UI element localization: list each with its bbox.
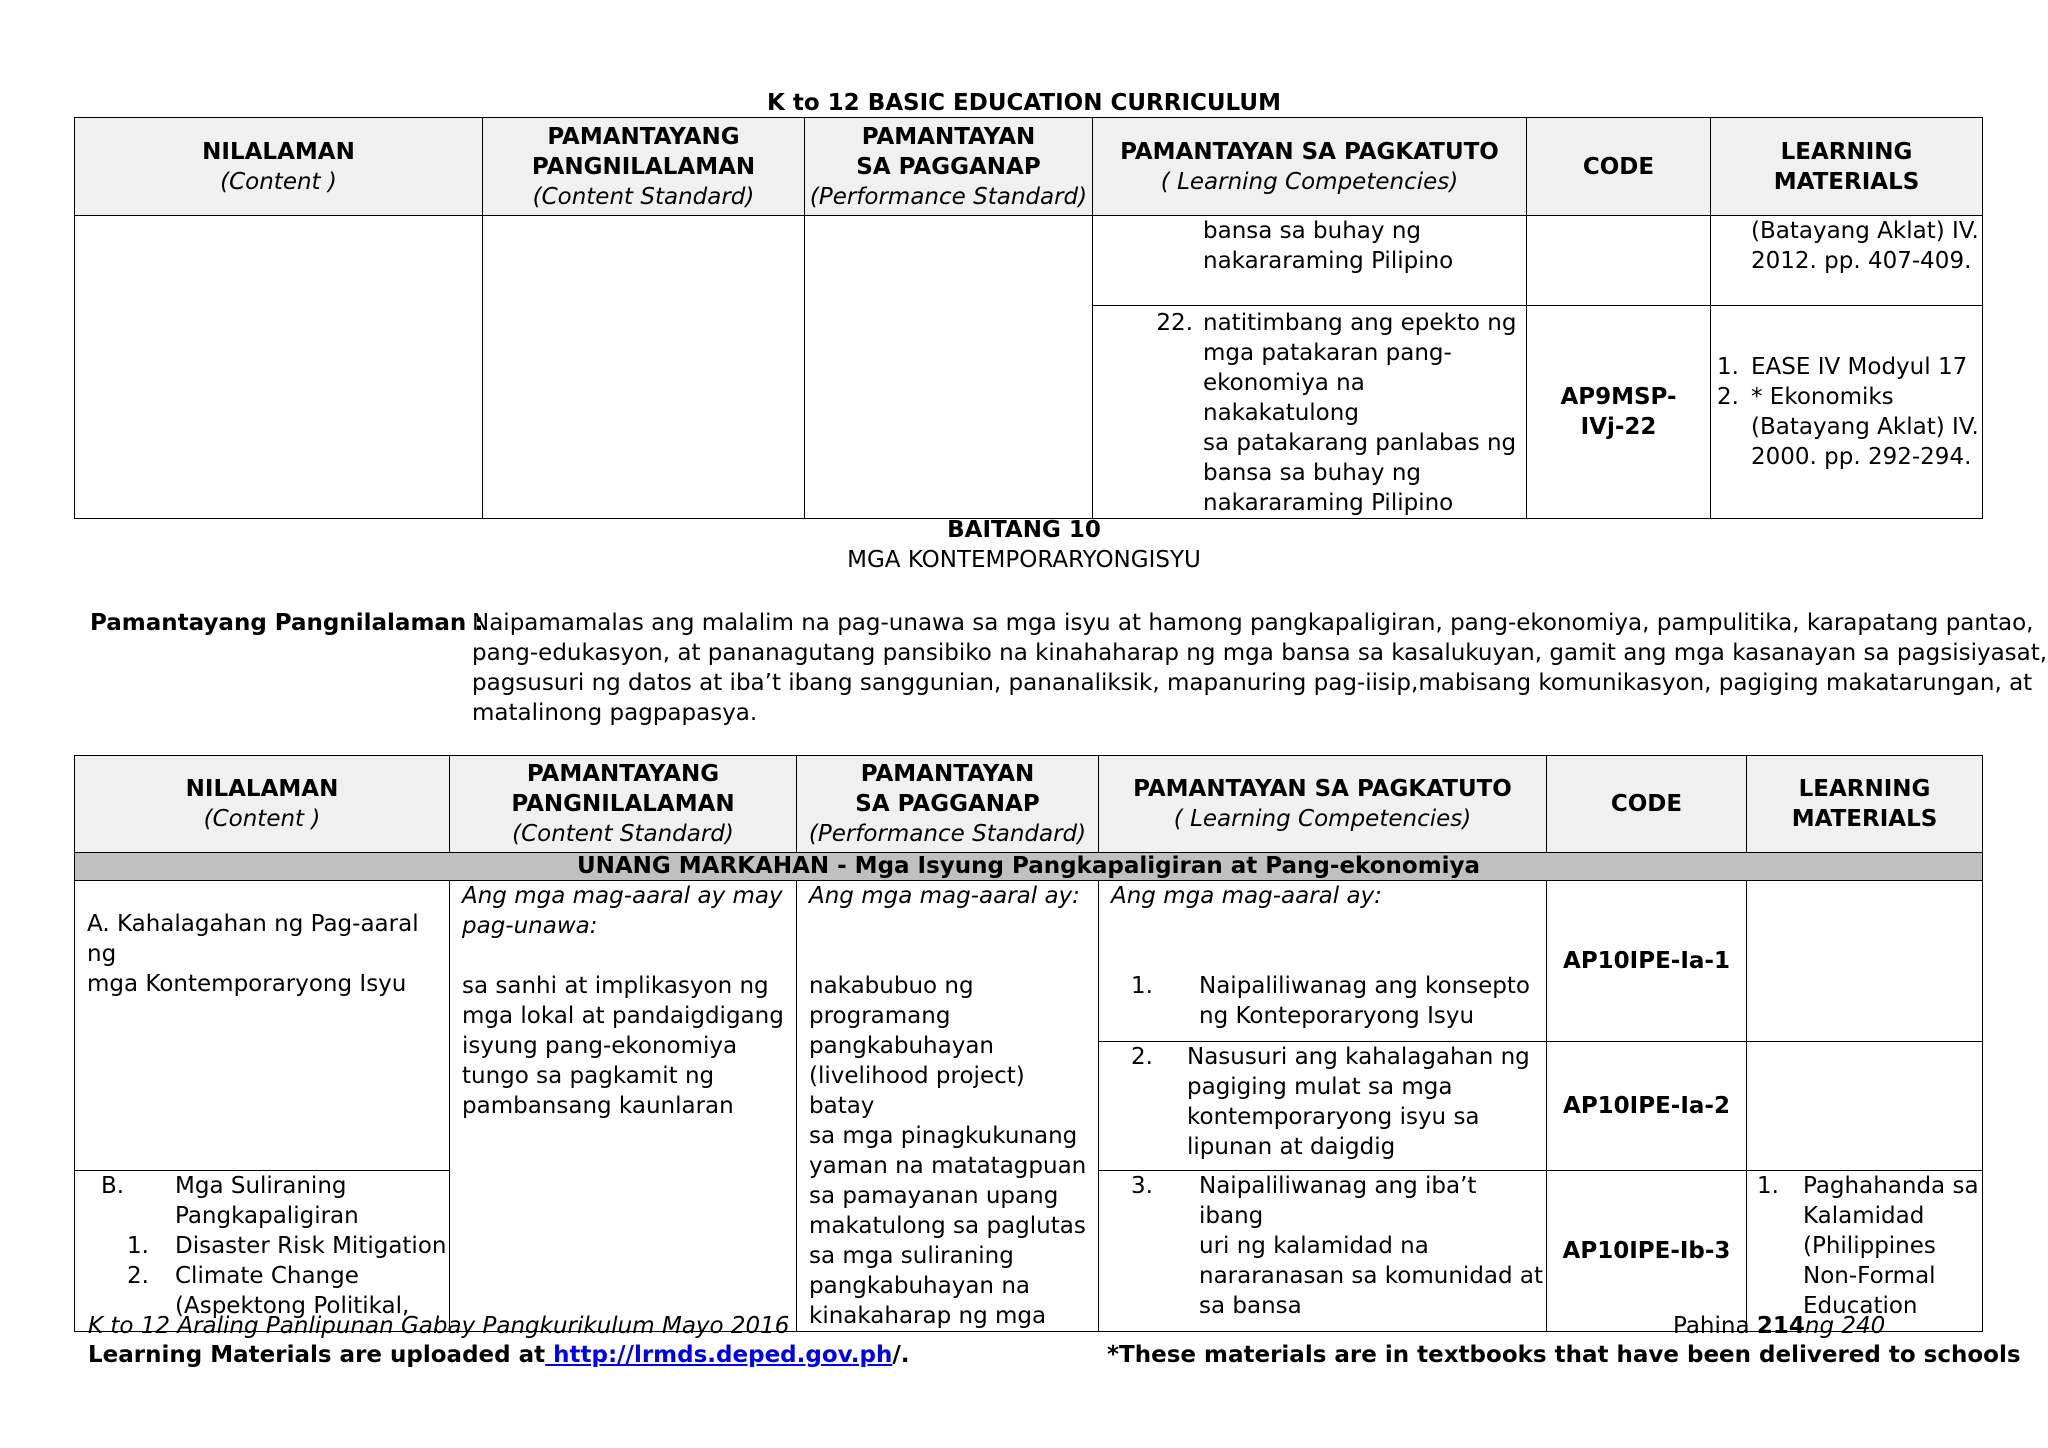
competency-cell: 2. Nasusuri ang kahalagahan ng pagiging mulat sa mga kontemporaryong isyu sa lipunan at daigdig	[1099, 1041, 1547, 1170]
header-nilalaman: NILALAMAN (Content )	[75, 756, 450, 853]
materials-cell: (Batayang Aklat) IV. 2012. pp. 407-409.	[1711, 216, 1983, 306]
table-row	[75, 881, 1983, 1042]
table-header-row	[75, 756, 1983, 853]
header-learning-materials: LEARNING MATERIALS	[1747, 756, 1983, 853]
footer-guide: K to 12 Araling Panlipunan Gabay Pangkurikulum Mayo 2016	[88, 1313, 790, 1339]
code-cell: AP10IPE-Ia-2	[1547, 1041, 1747, 1170]
curriculum-table-2	[74, 755, 1983, 1332]
grade-subtitle: MGA KONTEMPORARYONGISYU	[847, 547, 1201, 573]
curriculum-table-1	[74, 117, 1983, 519]
standard-text: Naipamamalas ang malalim na pag-unawa sa mga isyu at hamong pangkapaligiran, pang-ekonomiya, pampulitika, karapatang pantao, pang-edukasyon, at pananagutang pansibiko na kinahaharap ng mga bansa sa kasalukuyan, gamit ang mga kasanayan sa pagsisiyasat, pagsusuri ng datos at iba’t ibang sanggunian, pananaliksik, mapanuring pag-iisip,mabisang komunikasyon, pagiging makatarungan, at matalinong pagpapasya.	[472, 610, 2048, 726]
lrmds-link[interactable]: http://lrmds.deped.gov.ph	[545, 1342, 893, 1368]
header-learning-competencies: PAMANTAYAN SA PAGKATUTO ( Learning Competencies)	[1099, 756, 1547, 853]
footer-note: *These materials are in textbooks that have been delivered to schools	[1107, 1342, 2021, 1368]
content-b-cell: B. Mga Suliraning Pangkapaligiran 1. Disaster Risk Mitigation 2. Climate Change (Aspektong Politikal,	[75, 1170, 450, 1331]
materials-cell: 1. EASE IV Modyul 17 2. * Ekonomiks (Batayang Aklat) IV. 2000. pp. 292-294.	[1711, 306, 1983, 519]
materials-cell: 1. Paghahanda sa Kalamidad (Philippines Non-Formal Education	[1747, 1170, 1983, 1331]
header-content-standard: PAMANTAYANG PANGNILALAMAN (Content Standard)	[450, 756, 797, 853]
header-learning-competencies: PAMANTAYAN SA PAGKATUTO ( Learning Competencies)	[1093, 118, 1527, 216]
materials-cell	[1747, 881, 1983, 1042]
content-cell	[75, 216, 483, 519]
header-code: CODE	[1547, 756, 1747, 853]
performance-standard-cell	[805, 216, 1093, 519]
competency-cell: 22. natitimbang ang epekto ng mga patakaran pang- ekonomiya na nakakatulong sa patakarang panlabas ng bansa sa buhay ng nakararaming Pilipino	[1093, 306, 1527, 519]
header-code: CODE	[1527, 118, 1711, 216]
quarter-section-title: UNANG MARKAHAN - Mga Isyung Pangkapaligiran at Pang-ekonomiya	[75, 853, 1983, 881]
footer-page-number: Pahina 214ng 240	[1673, 1313, 1886, 1339]
header-content-standard: PAMANTAYANG PANGNILALAMAN (Content Standard)	[483, 118, 805, 216]
competency-cell: bansa sa buhay ng nakararaming Pilipino	[1093, 216, 1527, 306]
table-row	[75, 216, 1983, 306]
quarter-section-row	[75, 853, 1983, 881]
content-standard-cell: Ang mga mag-aaral ay may pag-unawa: sa sanhi at implikasyon ng mga lokal at pandaigdigang isyung pang-ekonomiya tungo sa pagkamit ng pambansang kaunlaran	[450, 881, 797, 1332]
code-cell: AP10IPE-Ib-3	[1547, 1170, 1747, 1331]
code-cell: AP9MSP- IVj-22	[1527, 306, 1711, 519]
content-standard-cell	[483, 216, 805, 519]
code-cell	[1527, 216, 1711, 306]
table-header-row	[75, 118, 1983, 216]
materials-cell	[1747, 1041, 1983, 1170]
header-performance-standard: PAMANTAYAN SA PAGGANAP (Performance Standard)	[797, 756, 1099, 853]
competency-cell: Ang mga mag-aaral ay: 1. Naipaliliwanag ang konsepto ng Konteporaryong Isyu	[1099, 881, 1547, 1042]
document-title: K to 12 BASIC EDUCATION CURRICULUM	[767, 90, 1281, 116]
header-performance-standard: PAMANTAYAN SA PAGGANAP (Performance Standard)	[805, 118, 1093, 216]
content-a-cell: A. Kahalagahan ng Pag-aaral ng mga Kontemporaryong Isyu	[75, 881, 450, 1171]
header-nilalaman: NILALAMAN (Content )	[75, 118, 483, 216]
header-learning-materials: LEARNING MATERIALS	[1711, 118, 1983, 216]
grade-title: BAITANG 10	[947, 517, 1101, 543]
code-cell: AP10IPE-Ia-1	[1547, 881, 1747, 1042]
standard-label: Pamantayang Pangnilalaman :	[90, 610, 484, 636]
performance-standard-cell: Ang mga mag-aaral ay: nakabubuo ng programang pangkabuhayan (livelihood project) batay sa mga pinagkukunang yaman na matatagpuan sa pamayanan upang makatulong sa paglutas sa mga suliraning pangkabuhayan na kinakaharap ng mga	[797, 881, 1099, 1332]
competency-cell: 3. Naipaliliwanag ang iba’t ibang uri ng kalamidad na nararanasan sa komunidad at sa bansa	[1099, 1170, 1547, 1331]
footer-upload-line: Learning Materials are uploaded at http://lrmds.deped.gov.ph/.	[88, 1342, 910, 1368]
